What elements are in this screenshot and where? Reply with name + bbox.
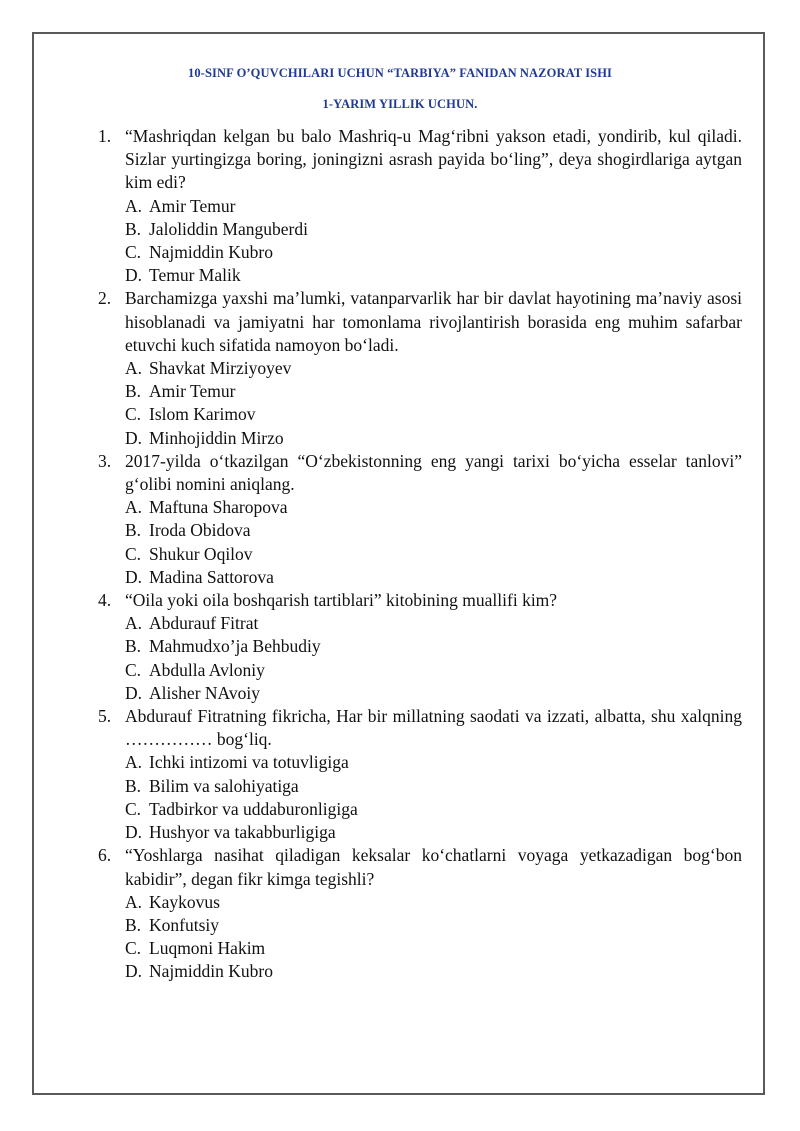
- option-d: [125, 264, 742, 287]
- question-6: [98, 844, 742, 983]
- option-text: Jaloliddin Manguberdi: [149, 218, 308, 239]
- question-text: “Oila yoki oila boshqarish tartiblari” kitobining muallifi kim?: [125, 590, 558, 611]
- option-letter: A.: [125, 358, 143, 379]
- option-a: [125, 195, 742, 218]
- option-text: Temur Malik: [149, 265, 241, 286]
- option-c: [125, 543, 742, 566]
- option-letter: B.: [125, 775, 142, 796]
- option-letter: D.: [125, 427, 143, 448]
- option-letter: D.: [125, 566, 143, 587]
- option-text: Abdurauf Fitrat: [149, 613, 259, 634]
- option-a: [125, 496, 742, 519]
- option-b: [125, 380, 742, 403]
- option-c: [125, 937, 742, 960]
- question-number: 2.: [98, 288, 112, 309]
- option-text: Shavkat Mirziyoyev: [149, 358, 292, 379]
- question-number: 4.: [98, 590, 112, 611]
- option-letter: B.: [125, 381, 142, 402]
- option-a: [125, 751, 742, 774]
- option-letter: D.: [125, 265, 143, 286]
- option-d: [125, 960, 742, 983]
- option-letter: A.: [125, 613, 143, 634]
- option-letter: C.: [125, 659, 142, 680]
- option-d: [125, 566, 742, 589]
- option-text: Tadbirkor va uddaburonligiga: [149, 798, 358, 819]
- question-number: 1.: [98, 126, 112, 146]
- option-letter: B.: [125, 520, 142, 541]
- option-c: [125, 403, 742, 426]
- option-letter: C.: [125, 938, 142, 959]
- option-text: Luqmoni Hakim: [149, 938, 266, 959]
- option-b: [125, 635, 742, 658]
- option-letter: A.: [125, 891, 143, 912]
- question-4: [98, 589, 742, 705]
- option-letter: D.: [125, 961, 143, 982]
- option-text: Abdulla Avloniy: [149, 659, 265, 680]
- option-letter: C.: [125, 242, 142, 263]
- question-1: [98, 125, 742, 287]
- option-c: [125, 241, 742, 264]
- option-text: Amir Temur: [149, 381, 236, 402]
- option-letter: C.: [125, 404, 142, 425]
- option-letter: B.: [125, 914, 142, 935]
- option-text: Islom Karimov: [149, 404, 256, 425]
- option-c: [125, 798, 742, 821]
- option-d: [125, 682, 742, 705]
- option-text: Najmiddin Kubro: [149, 961, 273, 982]
- question-3: [98, 450, 742, 589]
- option-text: Madina Sattorova: [149, 566, 274, 587]
- option-b: [125, 775, 742, 798]
- option-letter: B.: [125, 218, 142, 239]
- option-a: [125, 612, 742, 635]
- option-d: [125, 427, 742, 450]
- option-letter: D.: [125, 682, 143, 703]
- question-text: “Yoshlarga nasihat qiladigan keksalar ko‘chatlarni voyaga yetkazadigan bog‘bon kabidir”, degan fikr kimga tegishli?: [125, 845, 742, 889]
- question-text: “Mashriqdan kelgan bu balo Mashriq-u Mag‘ribni yakson etadi, yondirib, kul qiladi. Sizlar yurtingizga boring, joningizni asrash payida bo‘ling”, deya shogirdlariga aytgan kim edi?: [125, 126, 742, 193]
- option-letter: B.: [125, 636, 142, 657]
- question-number: 3.: [98, 450, 112, 471]
- option-text: Bilim va salohiyatiga: [149, 775, 299, 796]
- option-text: Amir Temur: [149, 195, 236, 216]
- option-a: [125, 357, 742, 380]
- option-text: Ichki intizomi va totuvligiga: [149, 752, 349, 773]
- option-text: Hushyor va takabburligiga: [149, 822, 336, 843]
- option-text: Kaykovus: [149, 891, 220, 912]
- option-b: [125, 519, 742, 542]
- question-number: 6.: [98, 845, 112, 866]
- option-text: Iroda Obidova: [149, 520, 251, 541]
- option-b: [125, 218, 742, 241]
- option-b: [125, 914, 742, 937]
- option-letter: C.: [125, 543, 142, 564]
- option-letter: C.: [125, 798, 142, 819]
- question-list: [98, 125, 742, 984]
- option-text: Najmiddin Kubro: [149, 242, 273, 263]
- option-c: [125, 659, 742, 682]
- option-letter: A.: [125, 195, 143, 216]
- question-number: 5.: [98, 706, 112, 727]
- question-text: Barchamizga yaxshi ma’lumki, vatanparvarlik har bir davlat hayotining ma’naviy asosi hisoblanadi va jamiyatni har tomonlama rivojlantirish borasida eng muhim safarbar etuvchi kuch sifatida namoyon bo‘ladi.: [125, 288, 742, 355]
- option-text: Konfutsiy: [149, 914, 219, 935]
- option-text: Mahmudxo’ja Behbudiy: [149, 636, 321, 657]
- option-text: Minhojiddin Mirzo: [149, 427, 284, 448]
- option-a: [125, 891, 742, 914]
- option-text: Maftuna Sharopova: [149, 497, 288, 518]
- question-text: 2017-yilda o‘tkazilgan “O‘zbekistonning eng yangi tarixi bo‘yicha esselar tanlovi” g‘olibi nomini aniqlang.: [125, 450, 742, 495]
- option-letter: A.: [125, 497, 143, 518]
- question-2: [98, 287, 742, 449]
- question-text: Abdurauf Fitratning fikricha, Har bir millatning saodati va izzati, albatta, shu xalqning …………… bog‘liq.: [125, 706, 742, 750]
- question-5: [98, 705, 742, 844]
- option-text: Alisher NAvoiy: [149, 682, 260, 703]
- option-letter: D.: [125, 822, 143, 843]
- page-title: 10-SINF O’QUVCHILARI UCHUN “TARBIYA” FANIDAN NAZORAT ISHI: [187, 66, 613, 80]
- option-letter: A.: [125, 752, 143, 773]
- page-subtitle: 1-YARIM YILLIK UCHUN.: [322, 97, 478, 111]
- option-text: Shukur Oqilov: [149, 543, 253, 564]
- option-d: [125, 821, 742, 844]
